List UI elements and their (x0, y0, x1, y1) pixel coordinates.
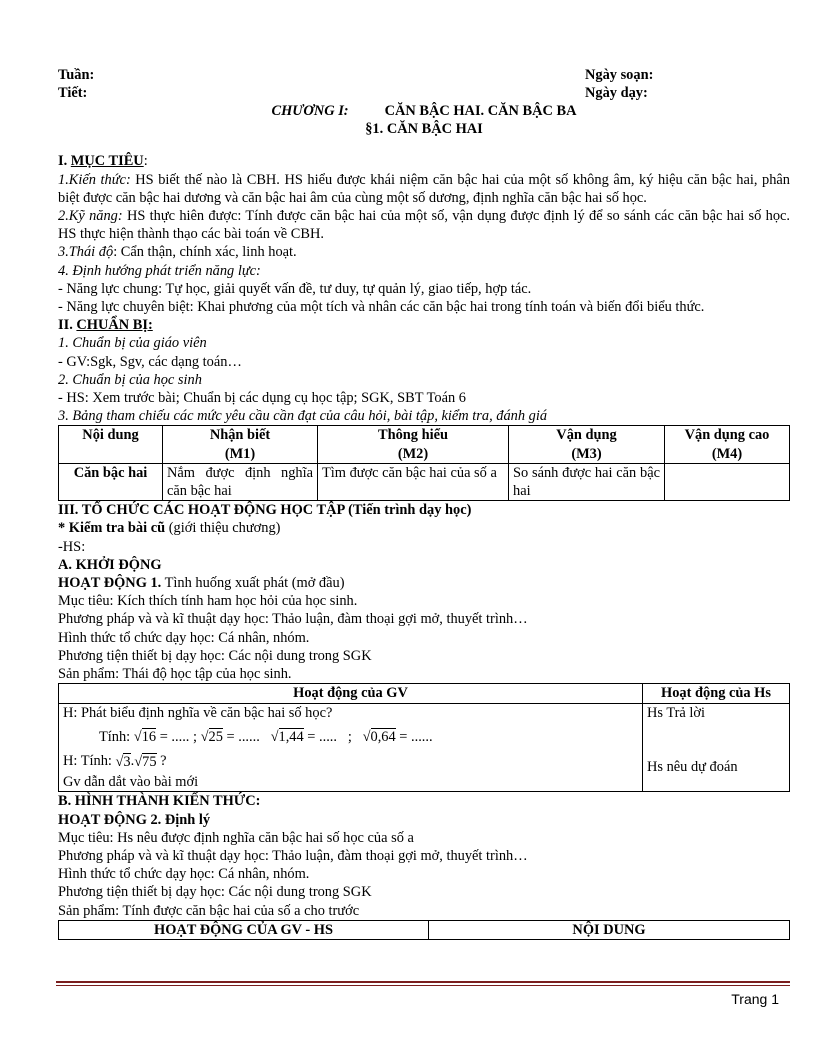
attitude-paragraph (58, 243, 790, 261)
sqrt-144 (271, 728, 304, 746)
table-row (59, 703, 790, 792)
student-prep-text: - HS: Xem trước bài; Chuẩn bị các dụng cụ học tập; SGK, SBT Toán 6 (58, 390, 466, 407)
col-gv-header: Hoạt động của GV (59, 684, 643, 703)
ref-header-content (59, 426, 163, 463)
semicolon: ; (347, 728, 352, 745)
activity2-form: Hình thức tổ chức dạy học: Cá nhân, nhóm. (58, 866, 310, 883)
objectives-num: I. (58, 153, 71, 170)
sqrt-75 (134, 753, 156, 771)
gv-cell (59, 703, 643, 792)
objectives-heading (58, 152, 790, 170)
lead-in-text: Gv dẫn dắt vào bài mới (63, 774, 199, 791)
section-title: §1. CĂN BẬC HAI (365, 121, 483, 138)
ref-header-title: Thông hiểu (378, 427, 448, 444)
activity2-header-row (59, 920, 790, 939)
activities-heading: III. TỔ CHỨC CÁC HOẠT ĐỘNG HỌC TẬP (Tiến trình dạy học) (58, 502, 472, 519)
radicand: 25 (208, 729, 223, 746)
preparation-title: CHUẨN BỊ: (76, 317, 153, 334)
radicand: 3 (123, 754, 131, 771)
activity1-title (58, 574, 790, 592)
skill-text: HS thực hiên được: Tính được căn bậc hai của một số, vận dụng được định lý để so sánh các căn bậc hai số học. HS thực hiện thành thạo các bài toán về CBH. (58, 208, 791, 243)
activity1-table (58, 683, 790, 792)
calc-label: Tính: (99, 728, 131, 745)
objectives-colon: : (143, 153, 148, 170)
chapter-title (58, 102, 790, 120)
col-hs-header: Hoạt động của Hs (643, 684, 790, 703)
chapter-label: CHƯƠNG I: (271, 103, 349, 119)
attitude-label: 3.Thái độ (58, 244, 114, 261)
activity1-goal: Mục tiêu: Kích thích tính ham học hỏi của học sinh. (58, 593, 358, 610)
sqrt-icon: √ (362, 729, 371, 746)
sqrt-icon: √ (133, 729, 142, 746)
activity1-means: Phương tiện thiết bị dạy học: Các nội dung trong SGK (58, 647, 372, 664)
sqrt-064 (363, 728, 396, 746)
skill-paragraph (58, 207, 790, 243)
reference-table (58, 425, 790, 501)
ref-cell: Nắm được định nghĩa căn bậc hai (163, 463, 318, 500)
teacher-prep-text: - GV:Sgk, Sgv, các dạng toán… (58, 353, 242, 370)
objectives-title: MỤC TIÊU (70, 153, 144, 170)
activity2-product: Sản phẩm: Tính được căn bậc hai của số a cho trước (58, 902, 360, 919)
attitude-text: : Cẩn thận, chính xác, linh hoạt. (113, 244, 297, 261)
activity2-means: Phương tiện thiết bị dạy học: Các nội dung trong SGK (58, 884, 372, 901)
knowledge-text: HS biết thế nào là CBH. HS hiểu được khái niệm căn bậc hai của một số không âm, ký hiệu căn bậc hai, phân biệt được căn bậc hai dương và căn bậc hai âm của cùng một số dương, định nghĩa căn bậc hai số học. (58, 171, 790, 206)
chapter-name: CĂN BẬC HAI. CĂN BẬC BA (384, 103, 577, 119)
col-left-header: HOẠT ĐỘNG CỦA GV - HS (59, 920, 429, 939)
activity1-label: HOẠT ĐỘNG 1. (58, 575, 162, 592)
footer-divider-thin (56, 985, 790, 986)
check-label: * Kiểm tra bài cũ (58, 520, 166, 537)
page-number: Trang 1 (731, 991, 779, 1007)
ref-cell (665, 463, 790, 500)
activity2-table (58, 920, 790, 940)
hs-answer-1: Hs Trả lời (647, 704, 705, 721)
ref-header-title: Vận dụng cao (684, 427, 770, 444)
reference-table-header-row (59, 426, 790, 463)
answer-blank: = ..... ; (156, 728, 197, 745)
ref-header-sub: (M2) (397, 445, 429, 462)
ref-header-m1 (163, 426, 318, 463)
answer-blank: = ...... (395, 728, 433, 745)
check-text: (giới thiệu chương) (165, 520, 281, 537)
competence-special: - Năng lực chuyên biệt: Khai phương của một tích và nhân các căn bậc hai trong tính toán và biến đổi biểu thức. (58, 299, 705, 316)
prepare-date-label: Ngày soạn: (585, 67, 654, 83)
ref-header-sub: (M1) (224, 445, 256, 462)
ref-header-m3 (509, 426, 665, 463)
teacher-prep-label: 1. Chuẩn bị của giáo viên (58, 335, 207, 352)
week-label: Tuần: (58, 67, 95, 83)
activity1-form: Hình thức tổ chức dạy học: Cá nhân, nhóm. (58, 629, 310, 646)
ref-header-m4 (665, 426, 790, 463)
competence-label: 4. Định hướng phát triển năng lực: (58, 262, 261, 279)
ref-header-sub: (M4) (711, 445, 743, 462)
sqrt-3 (116, 753, 131, 771)
answer-blank: = ...... (222, 728, 260, 745)
ref-header-m2 (318, 426, 509, 463)
question-mark: ? (156, 753, 167, 770)
student-prep-label: 2. Chuẩn bị của học sinh (58, 371, 202, 388)
skill-label: 2.Kỹ năng: (58, 208, 123, 225)
activity1-text: Tình huống xuất phát (mở đầu) (161, 575, 345, 592)
sqrt-25 (201, 728, 223, 746)
ref-header-title: Vận dụng (556, 427, 617, 444)
check-old-lesson (58, 519, 790, 537)
hs-answer-2: Hs nêu dự đoán (647, 758, 738, 775)
preparation-heading (58, 316, 790, 334)
sqrt-icon: √ (134, 754, 143, 771)
sqrt-icon: √ (115, 754, 124, 771)
document-page (58, 66, 790, 940)
period-label: Tiết: (58, 85, 88, 101)
activity2-goal: Mục tiêu: Hs nêu được định nghĩa căn bậc hai số học của số a (58, 829, 414, 846)
question-1: H: Phát biểu định nghĩa về căn bậc hai số học? (63, 704, 333, 721)
sqrt-16 (134, 728, 156, 746)
ref-cell: So sánh được hai căn bậc hai (509, 463, 665, 500)
activity2-title: HOẠT ĐỘNG 2. Định lý (58, 811, 211, 828)
calc-line (63, 728, 638, 747)
preparation-num: II. (58, 317, 77, 334)
sqrt-icon: √ (200, 729, 209, 746)
footer-divider (56, 981, 790, 983)
activity2-method: Phương pháp và và kĩ thuật dạy học: Thảo luận, đàm thoại gợi mở, thuyết trình… (58, 848, 528, 865)
radicand: 75 (142, 754, 157, 771)
ref-cell: Căn bậc hai (59, 463, 163, 500)
answer-blank: = ..... (303, 728, 341, 745)
radicand: 16 (141, 729, 157, 746)
radicand: 0,64 (370, 729, 396, 746)
hs-line: -HS: (58, 538, 86, 555)
radicand: 1,44 (278, 729, 304, 746)
teach-date-label: Ngày dạy: (585, 85, 648, 101)
start-heading: A. KHỞI ĐỘNG (58, 556, 162, 573)
reference-table-label: 3. Bảng tham chiếu các mức yêu cầu cần đạt của câu hỏi, bài tập, kiểm tra, đánh giá (58, 408, 548, 425)
knowledge-paragraph (58, 171, 790, 207)
knowledge-label: 1.Kiến thức: (58, 171, 131, 188)
ref-header-sub: (M3) (571, 445, 602, 462)
activity1-method: Phương pháp và và kĩ thuật dạy học: Thảo luận, đàm thoại gợi mở, thuyết trình… (58, 611, 528, 628)
question-2-label: H: Tính: (63, 753, 112, 770)
ref-cell: Tìm được căn bậc hai của số a (318, 463, 509, 500)
col-right-header: NỘI DUNG (429, 920, 790, 939)
ref-header-title: Nhận biết (209, 427, 271, 444)
hs-cell (643, 703, 790, 792)
activity1-header-row (59, 684, 790, 703)
table-row (59, 463, 790, 500)
lesson-header (58, 66, 790, 102)
question-2: H: Tính: √3.√75 ? (63, 753, 167, 771)
competence-general: - Năng lực chung: Tự học, giải quyết vấn đề, tư duy, tự quản lý, giao tiếp, hợp tác. (58, 280, 532, 297)
formation-heading: B. HÌNH THÀNH KIẾN THỨC: (58, 793, 261, 810)
sqrt-icon: √ (270, 729, 279, 746)
activity1-product: Sản phẩm: Thái độ học tập của học sinh. (58, 666, 292, 683)
ref-header-title: Nội dung (82, 427, 139, 444)
